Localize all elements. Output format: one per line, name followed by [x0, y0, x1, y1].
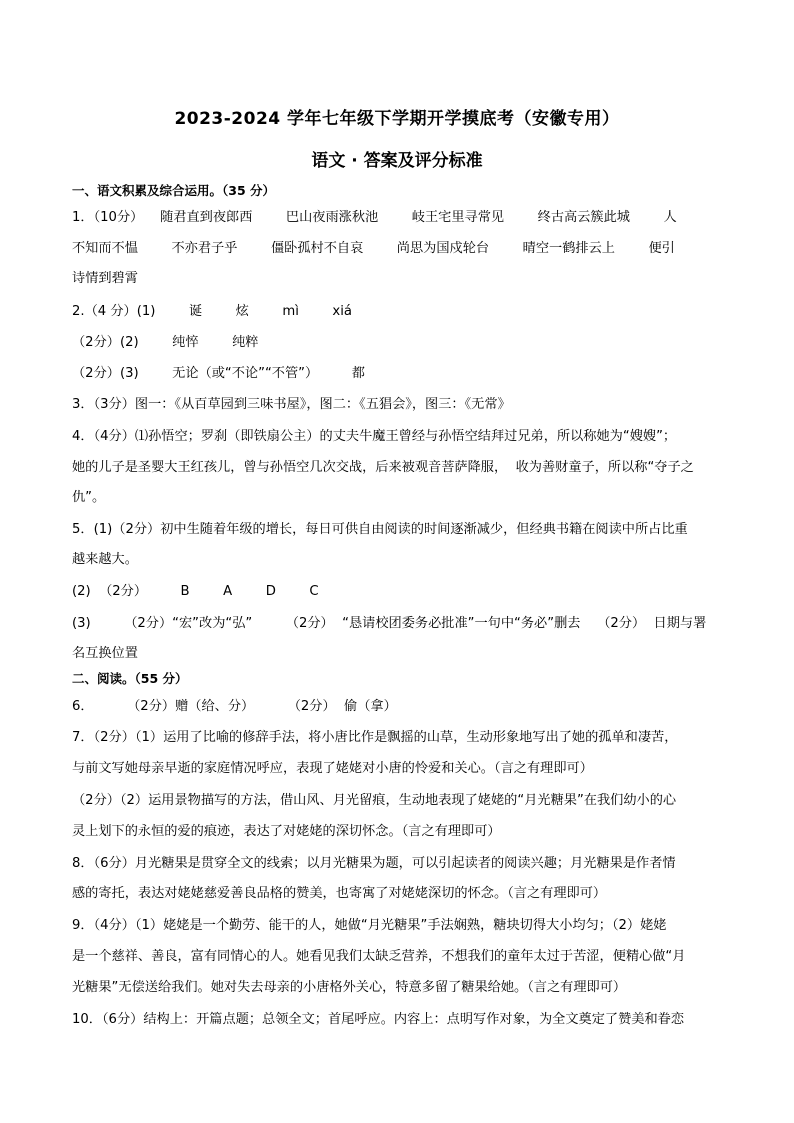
answer-line: （2分）（2）运用景物描写的方法，借山风、月光留痕，生动地表现了姥姥的“月光糖果”在我们幼小的心	[72, 793, 677, 808]
answer-line: 诗情到碧霄	[72, 271, 138, 286]
answer-line: 3．（3分）图一：《从百草园到三味书屋》，图二：《五猖会》，图三：《无常》	[72, 397, 511, 412]
answer-line: 4．（4分）⑴孙悟空；罗刹（即铁扇公主）的丈夫牛魔王曾经与孙悟空结拜过兄弟，所以称她为“嫂嫂”；	[72, 429, 677, 444]
answer-line: （2分）(3) 无论（或“不论”“不管”） 都	[72, 366, 365, 381]
document-subtitle: 语文 · 答案及评分标准	[311, 151, 483, 171]
answer-line: 1．（10分） 随君直到夜郎西 巴山夜雨涨秋池 岐王宅里寻常见 终古高云簇此城 人	[72, 210, 677, 225]
answer-line: 她的儿子是圣婴大王红孩儿，曾与孙悟空几次交战，后来被观音菩萨降服， 收为善财童子，所以称“夺子之	[72, 460, 694, 475]
answer-line: 越来越大。	[72, 552, 138, 567]
answer-line: 8．（6分）月光糖果是贯穿全文的线索；以月光糖果为题，可以引起读者的阅读兴趣；月光糖果是作者情	[72, 856, 676, 871]
answer-line: 9．（4分）（1）姥姥是一个勤劳、能干的人，她做“月光糖果”手法娴熟，糖块切得大小均匀；（2）姥姥	[72, 918, 667, 933]
answer-line: 灵上划下的永恒的爱的痕迹，表达了对姥姥的深切怀念。（言之有理即可）	[72, 824, 501, 839]
document-title: 2023-2024 学年七年级下学期开学摸底考（安徽专用）	[174, 109, 620, 129]
answer-line: 光糖果”无偿送给我们。她对失去母亲的小唐格外关心，特意多留了糖果给她。（言之有理即可）	[72, 980, 627, 995]
answer-line: 10．（6分）结构上：开篇点题；总领全文；首尾呼应。内容上：点明写作对象，为全文奠定了赞美和眷恋	[72, 1012, 685, 1027]
answer-line: 不知而不愠 不亦君子乎 僵卧孤村不自哀 尚思为国戍轮台 晴空一鹤排云上 便引	[72, 241, 675, 256]
answer-line: 6． （2分）赠（给、分） （2分） 偷（拿）	[72, 699, 397, 714]
answer-line: (2) （2分） B A D C	[72, 584, 319, 599]
section-heading-2: 二、阅读。（55 分）	[72, 671, 188, 686]
section-heading-1: 一、语文积累及综合运用。（35 分）	[72, 183, 275, 198]
answer-line: 与前文写她母亲早逝的家庭情况呼应，表现了姥姥对小唐的怜爱和关心。（言之有理即可）	[72, 761, 593, 776]
answer-line: (3) （2分）“宏”改为“弘” （2分） “恳请校团委务必批准”一句中“务必”删去 （2分） 日期与署	[72, 616, 707, 631]
answer-line: 感的寄托，表达对姥姥慈爱善良品格的赞美，也寄寓了对姥姥深切的怀念。（言之有理即可）	[72, 886, 607, 901]
answer-line: 仇”。	[72, 490, 106, 505]
answer-line: 是一个慈祥、善良，富有同情心的人。她看见我们太缺乏营养，不想我们的童年太过于苦涩，便精心做“月	[72, 949, 686, 964]
answer-line: 名互换位置	[72, 646, 138, 661]
answer-line: 2.（4 分）(1) 诞 炫 mì xiá	[72, 304, 352, 319]
answer-line: （2分）(2) 纯悴 纯粹	[72, 335, 259, 350]
answer-line: 5．(1)（2分）初中生随着年级的增长，每日可供自由阅读的时间逐渐减少，但经典书籍在阅读中所占比重	[72, 522, 688, 537]
answer-line: 7．（2分）（1）运用了比喻的修辞手法，将小唐比作是飘摇的山草，生动形象地写出了她的孤单和凄苦，	[72, 730, 678, 745]
